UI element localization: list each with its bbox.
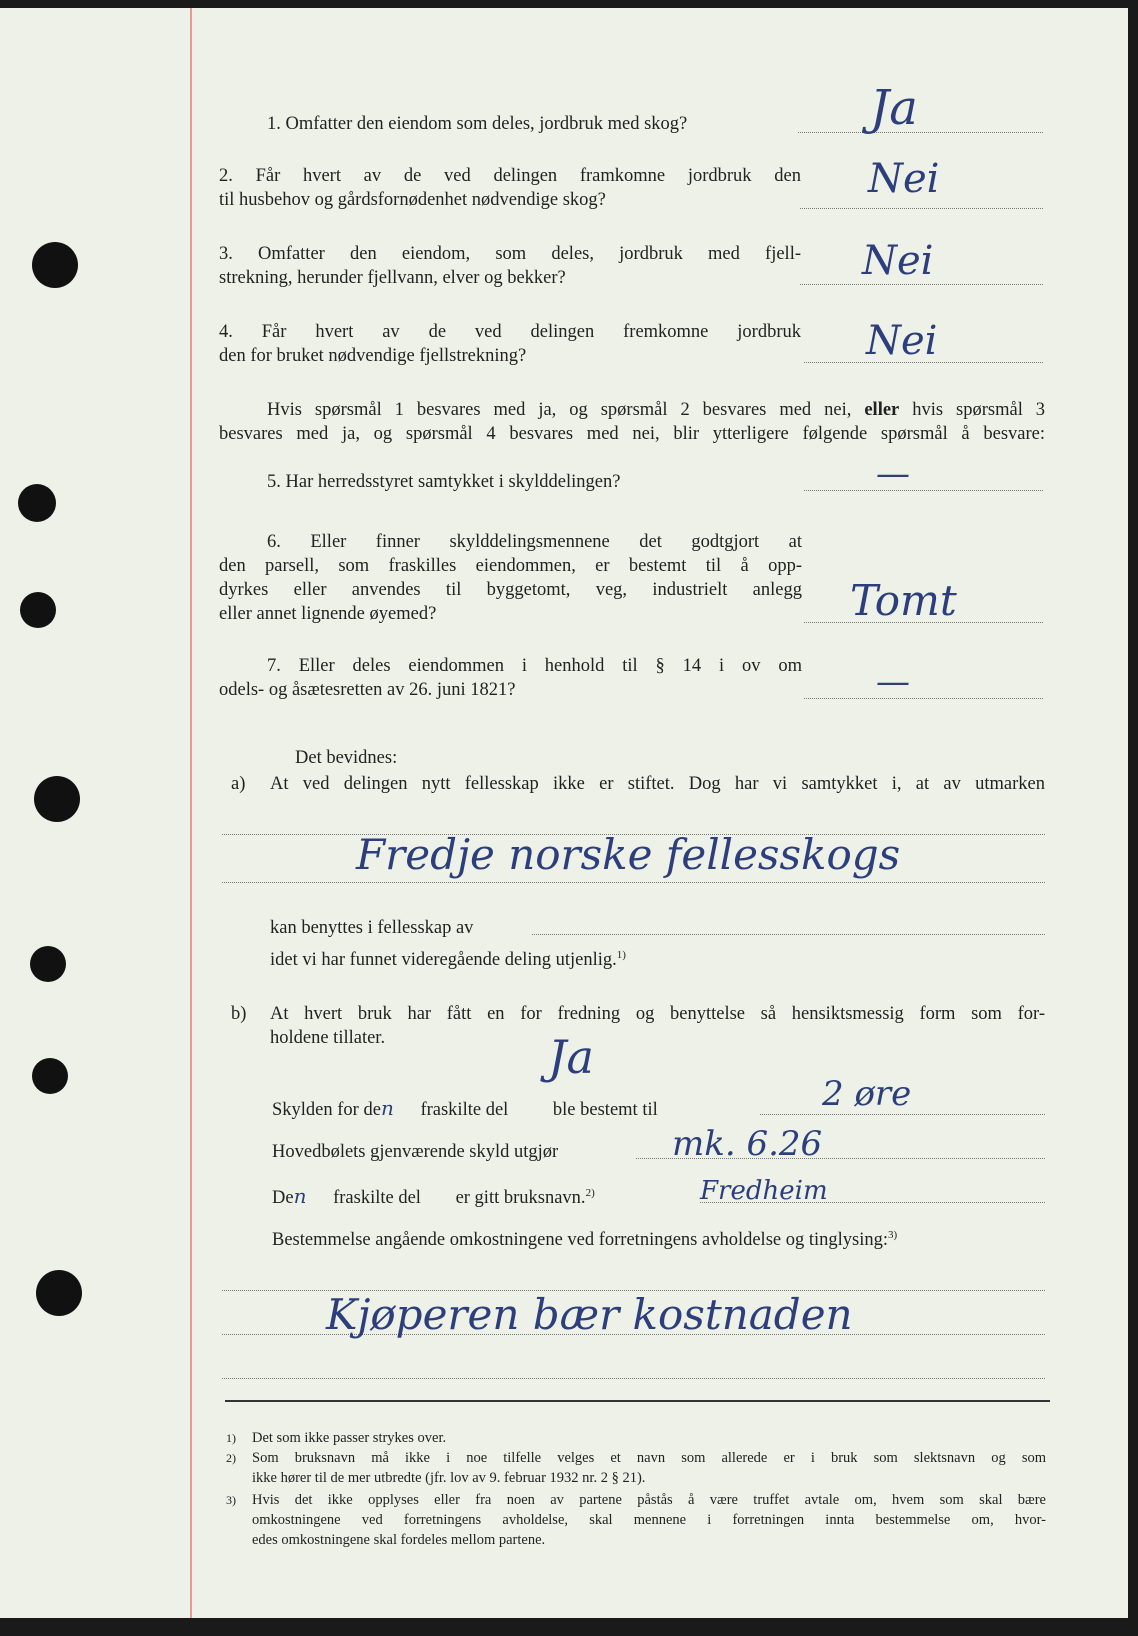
conditional-text-b: hvis spørsmål 3 <box>912 400 1046 420</box>
question-6-line-3: dyrkes eller anvendes til byggetomt, veg, industrielt anlegg <box>219 580 802 600</box>
question-6-line-4: eller annet lignende øyemed? <box>219 604 437 624</box>
conditional-line-2: besvares med ja, og spørsmål 4 besvares med nei, blir ytterligere følgende spørsmål å besvare: <box>219 424 1045 444</box>
question-6-line-2: den parsell, som fraskilles eiendommen, er bestemt til å opp- <box>219 556 802 576</box>
binder-hole <box>30 946 66 982</box>
binder-hole <box>18 484 56 522</box>
conditional-bold: eller <box>864 400 900 420</box>
handwritten-answer-4: Nei <box>866 318 938 364</box>
footnote-2-line-1: Som bruksnavn må ikke i noe tilfelle velges et navn som allerede er i bruk som slektsnavn og som <box>252 1450 1046 1466</box>
footnote-3-line-2: omkostningene ved forretningens avholdelse, skal mennene i forretningen innta bestemmelse om, hvor- <box>252 1512 1046 1528</box>
handwritten-answer-2: Nei <box>868 156 940 202</box>
question-7-line-1: 7. Eller deles eiendommen i henhold til § 14 i ov om <box>267 656 802 676</box>
answer-line <box>800 208 1043 209</box>
question-5: 5. Har herredsstyret samtykket i skylddelingen? <box>267 472 621 492</box>
conditional-text-a: Hvis spørsmål 1 besvares med ja, og spørsmål 2 besvares med nei, <box>267 400 852 420</box>
handwritten-answer-3: Nei <box>862 238 934 284</box>
handwritten-answer-7: — <box>876 662 910 702</box>
question-3-line-1: 3. Omfatter den eiendom, som deles, jordbruk med fjell- <box>219 244 801 264</box>
navn-label <box>272 1184 595 1210</box>
footnote-3-num: 3) <box>226 1493 236 1507</box>
footnote-ref: 3) <box>888 1228 898 1241</box>
binder-hole <box>32 1058 68 1094</box>
skyld-label-c: ble bestemt til <box>552 1100 658 1120</box>
footnote-1: Det som ikke passer strykes over. <box>252 1430 447 1446</box>
conditional-line-1 <box>267 398 1045 422</box>
handwritten-answer-6: Tomt <box>850 576 957 625</box>
handwritten-bruksnavn: Fredheim <box>700 1176 828 1206</box>
skyld-label <box>272 1096 658 1122</box>
question-1: 1. Omfatter den eiendom som deles, jordbruk med skog? <box>267 114 688 134</box>
certify-a-line-2: kan benyttes i fellesskap av <box>270 918 474 938</box>
answer-line <box>804 490 1043 491</box>
handwritten-answer-b: Ja <box>548 1030 594 1084</box>
footnote-2-num: 2) <box>226 1451 236 1465</box>
certify-heading: Det bevidnes: <box>295 748 398 768</box>
handwritten-bestemmelse: Kjøperen bær kostnaden <box>326 1290 853 1339</box>
question-6-line-1: 6. Eller finner skylddelingsmennene det godtgjort at <box>267 532 802 552</box>
hoved-label: Hovedbølets gjenværende skyld utgjør <box>272 1142 559 1162</box>
certify-b-label: b) <box>231 1004 247 1024</box>
footnote-ref: 2) <box>585 1186 595 1199</box>
certify-a-text: At ved delingen nytt fellesskap ikke er stiftet. Dog har vi samtykket i, at av utmarken <box>270 774 1045 794</box>
answer-line <box>222 1378 1045 1379</box>
answer-line <box>798 132 1043 133</box>
navn-label-a: De <box>272 1188 294 1208</box>
handwritten-answer-5: — <box>876 454 910 494</box>
footnote-1-num: 1) <box>226 1431 236 1445</box>
footnote-ref: 1) <box>616 948 626 961</box>
footnote-3-line-1: Hvis det ikke opplyses eller fra noen av partene påstås å være truffet avtale om, hvem som skal bære <box>252 1492 1046 1508</box>
skyld-label-b: fraskilte del <box>420 1100 509 1120</box>
handwritten-n: n <box>380 1096 394 1120</box>
handwritten-hoved: mk. 6.26 <box>672 1124 823 1164</box>
certify-a-label: a) <box>231 774 246 794</box>
binder-hole <box>32 242 78 288</box>
document-page <box>0 8 1128 1618</box>
handwritten-common-land: Fredje norske fellesskogs <box>356 830 901 879</box>
bestemmelse-text: Bestemmelse angående omkostningene ved forretningens avholdelse og tinglysing: <box>272 1230 889 1250</box>
answer-line <box>804 698 1043 699</box>
footnote-divider <box>225 1400 1050 1402</box>
question-7-line-2: odels- og åsætesretten av 26. juni 1821? <box>219 680 516 700</box>
answer-line <box>532 934 1045 935</box>
handwritten-skyld: 2 øre <box>822 1074 912 1114</box>
certify-b-line-2: holdene tillater. <box>270 1028 386 1048</box>
question-2-line-1: 2. Får hvert av de ved delingen framkomne jordbruk den <box>219 166 801 186</box>
certify-a-line-3 <box>270 948 626 972</box>
certify-a-line-3-text: idet vi har funnet videregående deling utjenlig. <box>270 950 617 970</box>
question-2-line-2: til husbehov og gårdsfornødenhet nødvendige skog? <box>219 190 606 210</box>
handwritten-answer-1: Ja <box>870 80 918 136</box>
answer-line <box>800 284 1043 285</box>
question-4-line-2: den for bruket nødvendige fjellstrekning? <box>219 346 527 366</box>
question-4-line-1: 4. Får hvert av de ved delingen fremkomne jordbruk <box>219 322 801 342</box>
skyld-label-a: Skylden for de <box>272 1100 381 1120</box>
binder-hole <box>34 776 80 822</box>
bestemmelse-label <box>272 1228 897 1252</box>
navn-label-b: fraskilte del <box>333 1188 421 1208</box>
certify-b-line-1: At hvert bruk har fått en for fredning og benyttelse så hensiktsmessig form som for- <box>270 1004 1045 1024</box>
navn-label-c: er gitt bruksnavn. <box>455 1188 586 1208</box>
margin-rule <box>190 8 192 1618</box>
footnote-3-line-3: edes omkostningene skal fordeles mellom partene. <box>252 1532 546 1548</box>
handwritten-n: n <box>293 1184 307 1208</box>
binder-hole <box>20 592 56 628</box>
answer-line <box>222 882 1045 883</box>
footnote-2-line-2: ikke hører til de mer utbredte (jfr. lov av 9. februar 1932 nr. 2 § 21). <box>252 1470 646 1486</box>
answer-line <box>760 1114 1045 1115</box>
binder-hole <box>36 1270 82 1316</box>
question-3-line-2: strekning, herunder fjellvann, elver og bekker? <box>219 268 566 288</box>
